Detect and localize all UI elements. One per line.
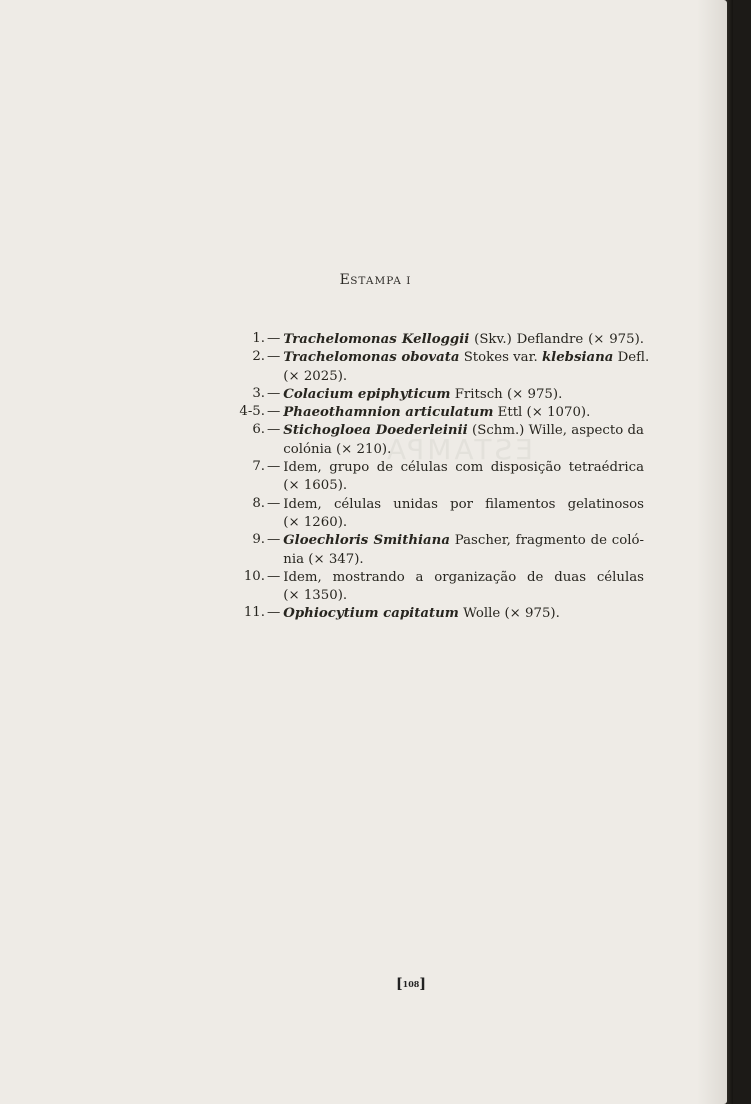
entry-text: (Schm.) Wille, aspecto da <box>472 423 644 439</box>
plate-heading <box>0 272 751 288</box>
entry-dash: — <box>267 495 281 511</box>
page-number-value: 108 <box>402 979 420 989</box>
entry-dash: — <box>267 568 281 584</box>
entry-continuation: (× 2025). <box>283 368 348 384</box>
entry-line <box>283 331 644 349</box>
heading-rest: STAMPA I <box>350 275 412 287</box>
entry-text: Wolle (× 975). <box>463 606 560 622</box>
entry-number: 9. <box>252 532 265 548</box>
entry-text: Ettl (× 1070). <box>497 405 591 421</box>
legend-entry <box>214 532 644 569</box>
entry-number: 1. <box>252 331 265 346</box>
page-edge <box>727 0 733 1104</box>
entry-dash: — <box>267 532 281 548</box>
entry-dash: — <box>267 459 281 475</box>
entry-number: 2. <box>252 349 265 365</box>
entry-number: 11. <box>243 605 265 621</box>
entry-number: 6. <box>252 422 265 438</box>
species-name: Stichogloea Doederleinii <box>283 423 468 439</box>
species-name: Colacium epiphyticum <box>283 386 451 402</box>
bracket-open: [ <box>396 976 403 992</box>
entry-line <box>283 532 644 550</box>
entry-dash: — <box>267 385 281 401</box>
entry-text: Stokes var. <box>463 350 538 366</box>
entry-continuation: colónia (× 210). <box>283 441 392 457</box>
page-shadow <box>697 0 727 1104</box>
entry-line <box>283 422 644 440</box>
page-number <box>396 976 426 992</box>
legend-entry <box>214 496 644 533</box>
entry-dash: — <box>267 331 281 346</box>
entry-continuation: (× 1260). <box>283 514 348 530</box>
entry-text: (Skv.) Deflandre (× 975). <box>474 332 644 347</box>
entry-line: Idem, grupo de células com disposição tetraédrica <box>283 460 644 476</box>
legend-entry <box>214 569 644 606</box>
entry-number: 7. <box>252 459 265 475</box>
bracket-close: ] <box>419 976 426 992</box>
variety-name: klebsiana <box>541 350 614 366</box>
species-name: Trachelomonas Kelloggii <box>283 332 470 347</box>
entry-text: Fritsch (× 975). <box>454 386 563 402</box>
entry-line <box>283 386 644 404</box>
legend-entry <box>214 386 644 404</box>
entry-dash: — <box>267 349 281 365</box>
entry-number: 3. <box>252 385 265 401</box>
entry-line <box>283 349 649 367</box>
show-through-text: ESTAMPA <box>384 433 533 466</box>
legend-entry <box>214 349 650 386</box>
entry-dash: — <box>267 422 281 438</box>
entry-number: 4-5. <box>239 404 265 420</box>
legend-entry <box>214 404 644 422</box>
entry-text: Pascher, fragmento de coló- <box>454 533 644 549</box>
plate-legend <box>214 331 650 624</box>
entry-line: Idem, células unidas por filamentos gelatinosos <box>283 496 644 512</box>
species-name: Phaeothamnion articulatum <box>283 405 494 421</box>
entry-continuation: (× 1605). <box>283 478 348 494</box>
legend-entry <box>214 422 644 459</box>
entry-line: Idem, mostrando a organização de duas células <box>283 569 644 585</box>
entry-continuation: (× 1350). <box>283 588 348 604</box>
legend-entry <box>214 459 644 496</box>
entry-line <box>283 605 644 623</box>
legend-entry <box>214 331 644 349</box>
entry-dash: — <box>267 404 281 420</box>
entry-number: 8. <box>252 495 265 511</box>
legend-entry <box>214 605 644 623</box>
entry-line <box>283 404 644 422</box>
heading-initial: E <box>339 272 351 288</box>
entry-dash: — <box>267 605 281 621</box>
species-name: Trachelomonas obovata <box>283 350 460 366</box>
entry-number: 10. <box>243 568 265 584</box>
species-name: Gloechloris Smithiana <box>283 533 450 549</box>
entry-text-2: Defl. <box>617 350 650 366</box>
entry-continuation: nia (× 347). <box>283 551 364 567</box>
species-name: Ophiocytium capitatum <box>283 606 459 622</box>
